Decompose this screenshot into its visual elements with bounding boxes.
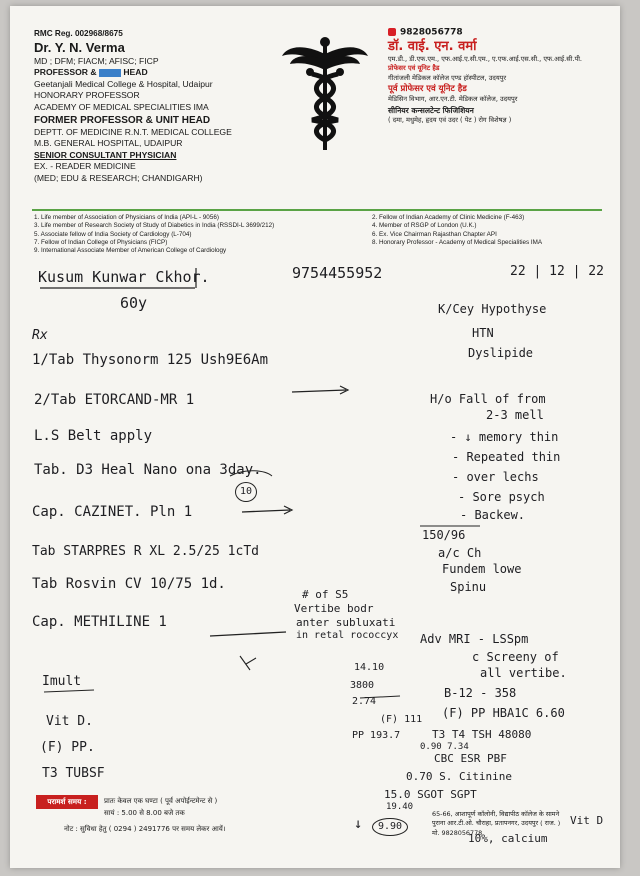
- mri-advice: all vertibe.: [480, 666, 567, 680]
- diagnosis-line: Dyslipide: [468, 346, 534, 360]
- history-line: H/o Fall of from: [430, 392, 546, 406]
- lab-request: Vit D.: [46, 714, 93, 729]
- header-line-1: Geetanjali Medical College & Hospital, Udaipur: [34, 78, 213, 89]
- former-title: FORMER PROFESSOR & UNIT HEAD: [34, 114, 211, 126]
- membership-item: 6. Ex. Vice Chairman Rajasthan Chapter API: [372, 230, 497, 238]
- header-line-3: ACADEMY OF MEDICAL SPECIALITIES IMA: [34, 101, 209, 112]
- fracture-note: in retal rococcyx: [296, 630, 399, 641]
- medicine-item: Tab Rosvin CV 10/75 1d.: [32, 576, 226, 592]
- senior-hindi: सीनियर कन्सलटेन्ट फिजिशियन: [388, 105, 474, 115]
- doctor-degrees: MD ; DFM; FIACM; AFISC; FICP: [34, 55, 159, 66]
- history-line: - Repeated thin: [452, 450, 561, 464]
- medicine-item: Tab. D3 Heal Nano ona 3day.: [34, 462, 262, 478]
- footer-phone: मो. 9828056778: [432, 828, 483, 837]
- clinic-address: [432, 810, 620, 838]
- membership-item: 2. Fellow of Indian Academy of Clinic Medicine (F-463): [372, 214, 525, 221]
- lab-result: 0.90 7.34: [420, 742, 469, 752]
- history-line: 2-3 mell: [486, 408, 544, 422]
- title-hindi: प्रोफेसर एवं यूनिट हैड: [388, 64, 440, 73]
- bottom-note: 10%, calcium: [468, 832, 548, 845]
- phone-number: 9828056778: [388, 28, 616, 38]
- lab-result: 19.40: [386, 802, 414, 812]
- header-line-2: HONORARY PROFESSOR: [34, 90, 140, 101]
- address-line: पुराना आर.टी.ओ. चौराहा, प्रतापनगर, उदयपुर ( राज. ): [432, 819, 561, 828]
- lab-value: 2.74: [352, 696, 377, 707]
- lab-result: 15.0 SGOT SGPT: [384, 788, 477, 801]
- bp-reading: 150/96: [422, 528, 466, 542]
- down-arrow-icon: ↓: [354, 816, 363, 832]
- college-hindi: गीतांजली मेडिकल कॉलेज एण्ड हॉस्पीटल, उदयपुर: [388, 73, 507, 82]
- mri-advice: c Screeny of: [472, 650, 559, 664]
- lab-result: (F) PP HBA1C 6.60: [442, 706, 565, 720]
- history-line: - ↓ memory thin: [450, 430, 559, 444]
- doctor-name-hindi: डॉ. वाई. एन. वर्मा: [388, 38, 477, 54]
- lab-result: CBC ESR PBF: [434, 752, 507, 765]
- lab-request: (F) PP.: [40, 740, 95, 755]
- circled-number: 10: [235, 482, 257, 502]
- ex-reader: EX. - READER MEDICINE: [34, 161, 136, 172]
- rx-symbol: Rx: [32, 328, 48, 343]
- exam-note: a/c Ch: [438, 546, 482, 560]
- mri-advice: Adv MRI - LSSpm: [420, 632, 529, 646]
- membership-item: 3. Life member of Research Society of Study of Diabetics in India (RSSDI-L 3699/212): [34, 222, 275, 230]
- hospital: M.B. GENERAL HOSPITAL, UDAIPUR: [34, 138, 183, 149]
- lab-value: 3800: [350, 680, 375, 691]
- title-prefix: PROFESSOR &: [34, 67, 97, 78]
- patient-name: Kusum Kunwar Ckhor.: [38, 268, 210, 286]
- patient-age: 60y: [120, 294, 148, 312]
- diseases-hindi: ( दमा, मधुमेह, हृदय एवं उदर ( पेट ) रोग विशेषज्ञ ): [388, 115, 512, 124]
- exam-note: Fundem lowe: [442, 562, 522, 576]
- lab-request: Imult: [42, 674, 82, 689]
- lab-request: T3 TUBSF: [42, 766, 105, 781]
- diagnosis-line: HTN: [472, 326, 494, 340]
- handwriting-strokes: [10, 6, 620, 868]
- registration-number: RMC Reg. 002968/8675: [34, 29, 123, 38]
- history-line: - Backew.: [460, 508, 526, 522]
- fracture-note: # of S5: [302, 588, 349, 601]
- former-hindi: पूर्व प्रोफेसर एवं यूनिट हैड: [388, 84, 467, 95]
- medicine-item: L.S Belt apply: [34, 428, 153, 444]
- lab-result: B-12 - 358: [444, 686, 517, 700]
- membership-item: 7. Fellow of Indian College of Physicians (FICP): [34, 238, 168, 246]
- senior-consultant: SENIOR CONSULTANT PHYSICIAN: [34, 149, 177, 160]
- circled-lab-value: 9.90: [372, 818, 408, 836]
- membership-item: 8. Honorary Professor - Academy of Medical Specialities IMA: [372, 238, 543, 246]
- history-line: - Sore psych: [458, 490, 545, 504]
- membership-item: 4. Member of RSGP of London (U.K.): [372, 222, 477, 230]
- patient-phone: 9754455952: [292, 264, 383, 282]
- fracture-note: anter subluxati: [296, 616, 396, 629]
- exam-note: Spinu: [450, 580, 487, 594]
- lab-pp: PP 193.7: [352, 730, 401, 741]
- membership-item: 5. Associate fellow of India Society of Cardiology (L-704): [34, 230, 192, 238]
- prescription-date: 22 | 12 | 22: [510, 264, 604, 279]
- history-line: - over lechs: [452, 470, 539, 484]
- prescription-page: [10, 6, 620, 868]
- consultation-time-label: परामर्श समय :: [36, 795, 98, 809]
- vit-d-note: Vit D: [570, 814, 604, 827]
- dept-hindi: मेडिसिन विभाग, आर.एन.टी. मेडिकल कॉलेज, उदयपुर: [388, 95, 518, 104]
- membership-item: 1. Life member of Association of Physicians of India (API-L - 9056): [34, 214, 219, 221]
- lab-value: 14.10: [354, 662, 385, 673]
- medicine-item: Cap. METHILINE 1: [32, 614, 167, 630]
- medicine-item: Cap. CAZINET. Pln 1: [32, 504, 193, 520]
- doctor-name: Dr. Y. N. Verma: [34, 39, 125, 55]
- medicine-item: 1/Tab Thysonorm 125 Ush9E6Am: [32, 352, 269, 368]
- diagnosis-line: K/Cey Hypothyse: [438, 302, 547, 316]
- lab-result: T3 T4 TSH 48080: [432, 728, 532, 741]
- footer: [24, 792, 620, 862]
- medicine-item: Tab STARPRES R XL 2.5/25 1cTd: [32, 544, 259, 559]
- time-evening: सायं : 5.00 से 8.00 बजे तक: [104, 809, 185, 817]
- fracture-note: Vertibe bodr: [294, 602, 374, 615]
- lab-result: 0.70 S. Citinine: [406, 770, 512, 783]
- title-suffix: HEAD: [123, 67, 148, 78]
- med-research: (MED; EDU & RESEARCH; CHANDIGARH): [34, 172, 203, 183]
- membership-item: 9. International Associate Member of American College of Cardiology: [34, 247, 227, 255]
- department: DEPTT. OF MEDICINE R.N.T. MEDICAL COLLEGE: [34, 126, 232, 137]
- appointment-note: नोट : सुविधा हेतु ( 0294 ) 2491776 पर समय लेकर आयें।: [64, 825, 226, 833]
- address-line: 65-66, आशापूर्ण कॉलोनी, विद्यापीठ कॉलेज के सामने: [432, 810, 560, 818]
- degrees-hindi: एम.डी., डी.एफ.एम., एफ.आई.ए.सी.एम., ए.एफ.आई.एस.सी., एफ.आई.सी.पी.: [388, 54, 583, 63]
- medicine-item: 2/Tab ETORCAND-MR 1: [34, 392, 195, 408]
- lab-fasting: (F) 111: [380, 714, 423, 725]
- time-morning: प्रातः केवल एक घण्टा ( पूर्व अपोईन्टमेन्ट से ): [104, 797, 218, 805]
